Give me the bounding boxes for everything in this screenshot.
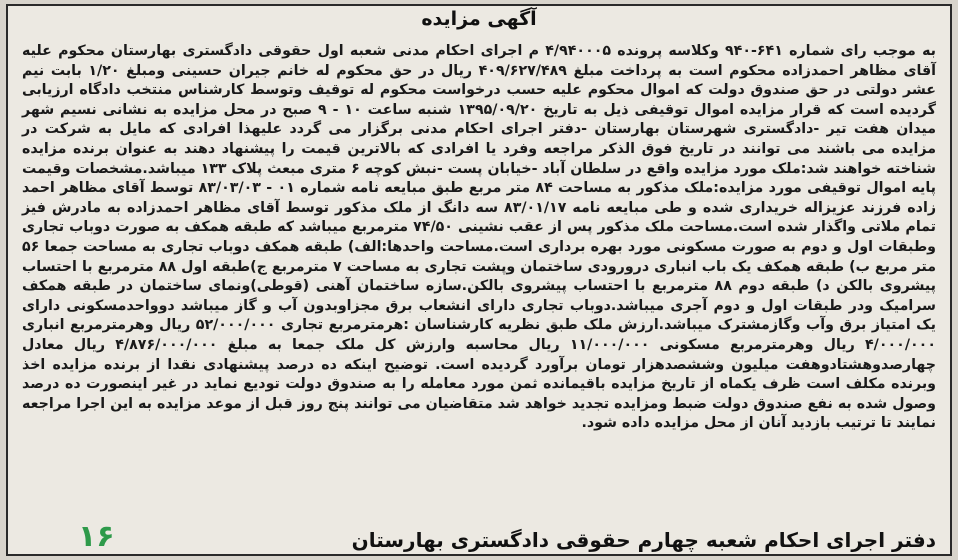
notice-body: به موجب رای شماره ۶۴۱-۹۴۰ وکلاسه پرونده ۴/۹۴۰۰۰۵ م اجرای احکام مدنی شعبه اول حقوقی دادگستری بهارستان محکوم علیه آقای مظاهر احمدزاده محکوم است به پرداخت مبلغ ۴۰۹/۶۲۷/۴۸۹ ریال در حق محکوم له خانم جیران حسینی ومبلغ ۱/۲۰ بابت نیم عشر دولتی در حق صندوق دولت که اموال محکوم علیه حسب درخواست محکوم له توقیف وتوسط کارشناس منتخب دادگاه ارزیابی گردیده است که قرار مزایده اموال توقیفی ذیل به تاریخ ۱۳۹۵/۰۹/۲۰ شنبه ساعت ۱۰ - ۹ صبح در محل مزایده به نشانی نسیم شهر میدان هفت تیر -دادگستری شهرستان بهارستان -دفتر اجرای احکام مدنی برگزار می گردد علیهذا افرادی که مایل به شرکت در مزایده می باشند می توانند در تاریخ فوق الذکر مراجعه وفرد یا افرادی که بالاترین قیمت را پیشنهاد دهند به عنوان برنده مزایده شناخته خواهند شد:ملک مورد مزایده واقع در سلطان آباد -خیابان پست -نبش کوچه ۶ متری مبعث پلاک ۱۳۳ میباشد.مشخصات وقیمت پایه اموال توقیفی مورد مزایده:ملک مذکور به مساحت ۸۴ متر مربع طبق مبایعه نامه شماره ۰۱ - ۸۳/۰۳/۰۳ توسط آقای مظاهر احمد زاده فرزند عزیزاله خریداری شده و طی مبایعه نامه ۸۳/۰۱/۱۷ سه دانگ از ملک مذکور توسط آقای مظاهر احمدزاده به مادرش فیز تمام ملاتی واگذار شده است.مساحت ملک مذکور پس از عقب نشینی ۷۴/۵۰ مترمربع میباشد که طبقه همکف به صورت دوباب تجاری وطبقات اول و دوم به صورت مسکونی مورد بهره برداری است.مساحت واحدها:الف) طبقه همکف دوباب تجاری به مساحت جمعا ۵۶ متر مربع ب) طبقه همکف یک باب انباری درورودی ساختمان وپشت تجاری به مساحت ۷ مترمربع ج)طبقه اول ۸۸ مترمربع با احتساب پیشروی بالکن د) طبقه دوم ۸۸ مترمربع با احتساب پیشروی بالکن.سازه ساختمان آهنی (قوطی)ونمای ساختمان در طبقه همکف سرامیک ودر طبقات اول و دوم آجری میباشد.دوباب تجاری دارای انشعاب برق مجزاوبدون آب و گاز میباشد دوواحدمسکونی دارای یک امتیاز برق وآب وگازمشترک میباشد.ارزش ملک طبق نظریه کارشناسان :هرمترمربع تجاری ۵۲/۰۰۰/۰۰۰ ریال وهرمترمربع انباری ۴/۰۰۰/۰۰۰ ریال وهرمترمربع مسکونی ۱۱/۰۰۰/۰۰۰ ریال محاسبه وارزش کل ملک جمعا به مبلغ ۴/۸۷۶/۰۰۰/۰۰۰ ریال معادل چهارصدوهشتادوهفت میلیون وششصدهزار تومان برآورد گردیده است. توضیح اینکه ده درصد پیشنهادی نقدا از برنده مزایده اخذ وبرنده مکلف است ظرف یکماه از تاریخ مزایده باقیمانده ثمن مورد معامله را به صندوق دولت تودیع نماید در غیر اینصورت ده درصد وصول شده به نفع صندوق دولت ضبط ومزایده تجدید خواهد شد متقاضیان می توانند پنج روز قبل از موعد مزایده به این اجرا مراجعه نمایند تا ترتیب بازدید آنان از محل مزایده داده شود.: [22, 43, 937, 432]
handwritten-number: ۱۶: [78, 519, 115, 554]
notice-signature: دفتر اجرای احکام شعبه چهارم حقوقی دادگستری بهارستان: [351, 528, 936, 552]
notice-paper: [6, 4, 952, 556]
notice-title: آگهی مزایده: [421, 8, 537, 30]
